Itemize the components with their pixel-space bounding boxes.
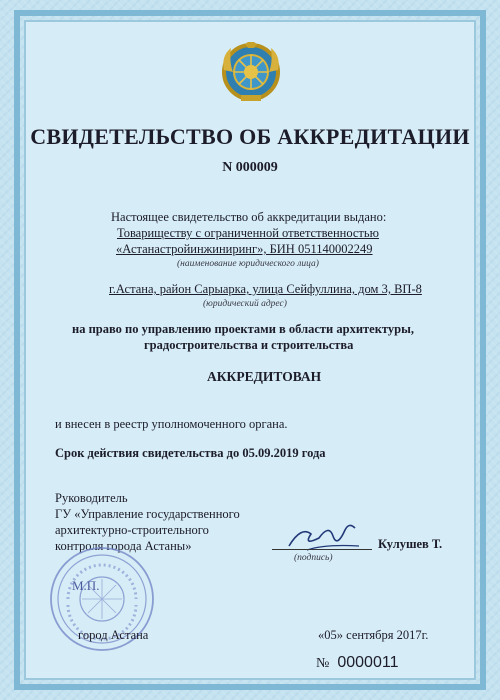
address-caption: (юридический адрес) xyxy=(203,299,287,309)
signature-caption: (подпись) xyxy=(294,553,333,563)
state-emblem-icon xyxy=(221,42,281,104)
serial-prefix: № xyxy=(316,656,330,671)
certificate-title: СВИДЕТЕЛЬСТВО ОБ АККРЕДИТАЦИИ xyxy=(30,124,470,149)
head-title-4: контроля города Астаны» xyxy=(55,539,192,553)
accreditation-status: АККРЕДИТОВАН xyxy=(207,369,322,384)
right-line-1: на право по управлению проектами в области архитектуры, xyxy=(72,322,414,336)
right-line-2: градостроительства и строительства xyxy=(144,338,354,352)
issue-date: «05» сентября 2017г. xyxy=(318,628,429,642)
company-line-1: Товариществу с ограниченной ответственностью xyxy=(117,226,379,240)
signer-name: Кулушев Т. xyxy=(378,537,443,551)
seal-label: М.П. xyxy=(72,578,100,593)
signature-line xyxy=(272,549,372,550)
certificate-number: N 000009 xyxy=(222,160,278,175)
city: город Астана xyxy=(78,628,149,642)
registry-text: и внесен в реестр уполномоченного органа. xyxy=(55,417,288,431)
head-title-1: Руководитель xyxy=(55,491,128,505)
legal-address: г.Астана, район Сарыарка, улица Сейфуллина, дом 3, ВП-8 xyxy=(109,282,422,296)
serial-number: 0000011 xyxy=(337,654,399,671)
company-caption: (наименование юридического лица) xyxy=(177,259,319,269)
head-title-3: архитектурно-строительного xyxy=(55,523,209,537)
issued-to-intro: Настоящее свидетельство об аккредитации выдано: xyxy=(111,210,387,224)
signature-icon xyxy=(285,516,365,556)
head-title-2: ГУ «Управление государственного xyxy=(55,507,240,521)
company-line-2: «Астанастройинжиниринг», БИН 051140002249 xyxy=(116,242,373,256)
serial-number-block xyxy=(316,654,398,672)
validity-text: Срок действия свидетельства до 05.09.2019 года xyxy=(55,446,326,460)
